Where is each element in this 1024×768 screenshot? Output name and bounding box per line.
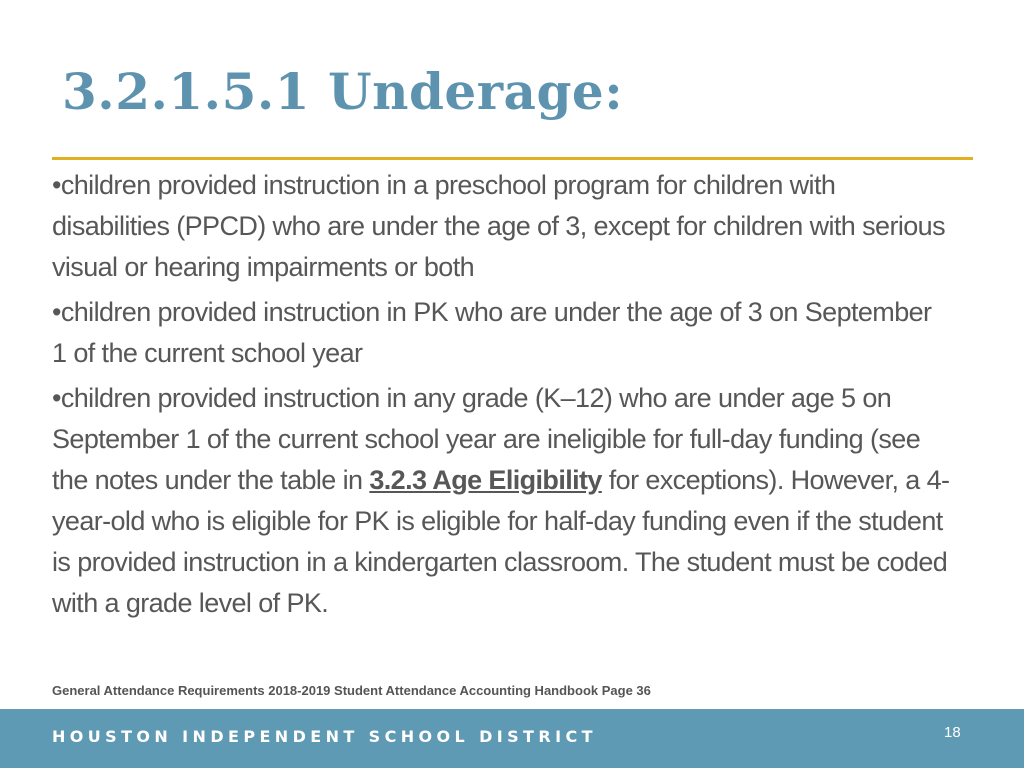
organization-name: HOUSTON INDEPENDENT SCHOOL DISTRICT [52,727,597,746]
page-number: 18 [944,724,961,741]
source-note: General Attendance Requirements 2018-2019 Student Attendance Accounting Handbook Page 36 [52,683,651,698]
age-eligibility-link[interactable]: 3.2.3 Age Eligibility [369,465,602,495]
slide-title: 3.2.1.5.1 Underage: [62,62,624,121]
bullet-item: •children provided instruction in a preschool program for children with disabilities (PPCD) who are under the age of 3, except for children with serious visual or hearing impairments or both [52,170,945,282]
bullet-text: •children provided instruction in any grade (K–12) who are under age 5 on September 1 of the current school year are ineligible for full-day funding (see the notes under the table in [52,383,921,495]
title-divider [52,157,973,160]
bullet-item: •children provided instruction in PK who are under the age of 3 on September 1 of the current school year [52,297,932,368]
slide-content [52,165,952,628]
bullet-item [52,378,952,624]
bullet-text: for exceptions). However, a 4-year-old who is eligible for PK is eligible for half-day funding even if the student is provided instruction in a kindergarten classroom. The student must be coded with a grade level of PK. [52,465,950,618]
footer-bar [0,709,1024,768]
